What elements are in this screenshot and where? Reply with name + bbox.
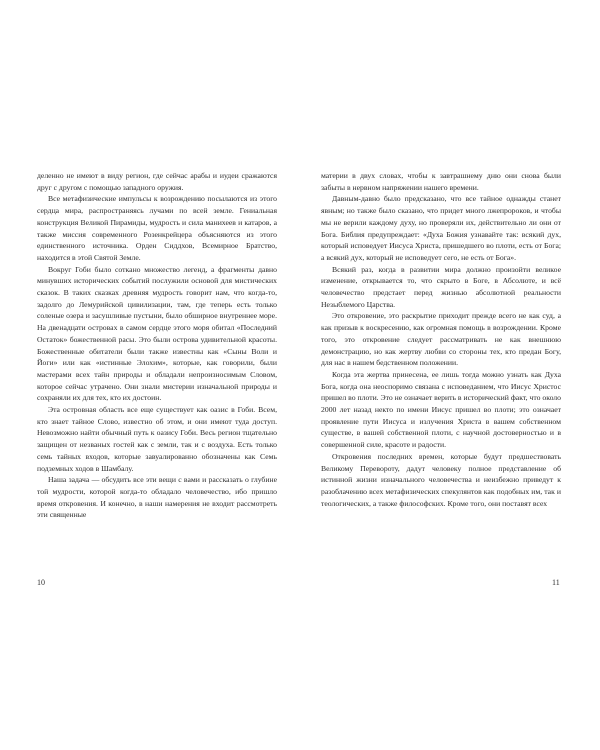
right-paragraph-1: материи в двух словах, чтобы к завтрашнему дню они снова были забыты в нервном напряжении нашего времени. xyxy=(321,171,561,192)
right-page-number: 11 xyxy=(552,578,560,587)
left-paragraph-2: Все метафизические импульсы к возрождению посылаются из этого сердца мира, распространяясь лучами по всей земле. Гениальная конструкция Великой Пирамиды, мудрость и сила манихеев и катаров, а также миссия современного Розенкрейцера объясняются из этого единственного источника. Орден Сиддхов, Всемирное Братство, находится в этой Святой Земле. xyxy=(37,194,277,262)
right-paragraph-5: Когда эта жертва принесена, ее лишь тогда можно узнать как Духа Бога, когда она неоспоримо связана с исповеданием, что Иисус Христос пришел во плоти. Это не означает верить в исторический факт, что около 2000 лет назад некто по имени Иисус пришел во плоти; это означает проявление пути Иисуса и излучения Христа в вашем собственном существе, в вашей собственной плоти, с научной достоверностью и в совершенной силе, красоте и радости. xyxy=(321,369,561,450)
left-paragraph-4: Эта островная область все еще существует как оазис в Гоби. Всем, кто знает тайное Слово, известно об этом, и они имеют туда доступ. Невозможно найти обычный путь к оазису Гоби. Весь регион тщательно защищен от незваных гостей как с земли, так и с воздуха. Есть только семь тайных входов, которые завуалированно обозначены как Семь подземных ходов в Шамбалу. xyxy=(37,405,277,473)
right-paragraph-2: Давным-давно было предсказано, что все тайное однажды станет явным; но также было сказано, что придет много лжепророков, и чтобы мы не верили каждому духу, но проверяли их, действительно ли они от Бога. Библия предупреждает: «Духа Божия узнавайте так: всякий дух, который исповедует Иисуса Христа, пришедшего во плоти, есть от Бога; а всякий дух, который не исповедует сего, не есть от Бога». xyxy=(321,194,561,262)
left-page-number: 10 xyxy=(37,578,45,587)
right-paragraph-4: Это откровение, это раскрытие приходит прежде всего не как суд, а как призыв к воскресению, как огромная помощь в возрождении. Кроме того, это откровение следует рассматривать не как внешнюю демонстрацию, но как жертву любви со стороны тех, кто предан Богу, для нас в нашем бедственном положении. xyxy=(321,311,561,368)
right-paragraph-3: Всякий раз, когда в развитии мира должно произойти великое изменение, открывается то, что скрыто в Боге, в Абсолюте, и всё человечество предстает перед жизнью абсолютной реальности Незыблемого Царства. xyxy=(321,264,561,309)
right-page-text xyxy=(321,170,561,509)
left-paragraph-3: Вокруг Гоби было соткано множество легенд, а фрагменты давно минувших исторических событий послужили основой для мистических сказок. В таких сказках древняя мудрость говорит нам, что когда-то, задолго до Лемурийской цивилизации, там, где теперь есть только соленые озера и засушливые пустыни, было обширное внутреннее море. На двенадцати островах в самом сердце этого моря обитал «Последний Остаток» божественной расы. Это были острова удивительной красоты. Божественные обитатели были также известны как «Сыны Воли и Йоги» или как «истинные Элохим», которые, как говорили, были мастерами всех тайн природы и обладали непроизносимым Словом, которое сейчас утрачено. Они знали мистерии изначальной природы и сохраняли их для тех, кто их достоин. xyxy=(37,264,277,403)
right-paragraph-6: Откровения последних времен, которые будут предшествовать Великому Перевороту, дадут человеку полное представление об истинной жизни изначального человечества и неизбежно приведут к разоблачению всех метафизических спекулянтов как подобных им, так и теологических, а также философских. Кроме того, они поставят всех xyxy=(321,451,561,508)
left-paragraph-5: Наша задача — обсудить все эти вещи с вами и рассказать о глубине той мудрости, которой когда-то обладало человечество, ибо пришло время откровения. И конечно, в наши намерения не входит рассмотреть эти священные xyxy=(37,475,277,520)
left-page-text xyxy=(37,170,277,521)
left-paragraph-1: деленно не имеют в виду регион, где сейчас арабы и иудеи сражаются друг с другом с помощью западного оружия. xyxy=(37,171,277,192)
